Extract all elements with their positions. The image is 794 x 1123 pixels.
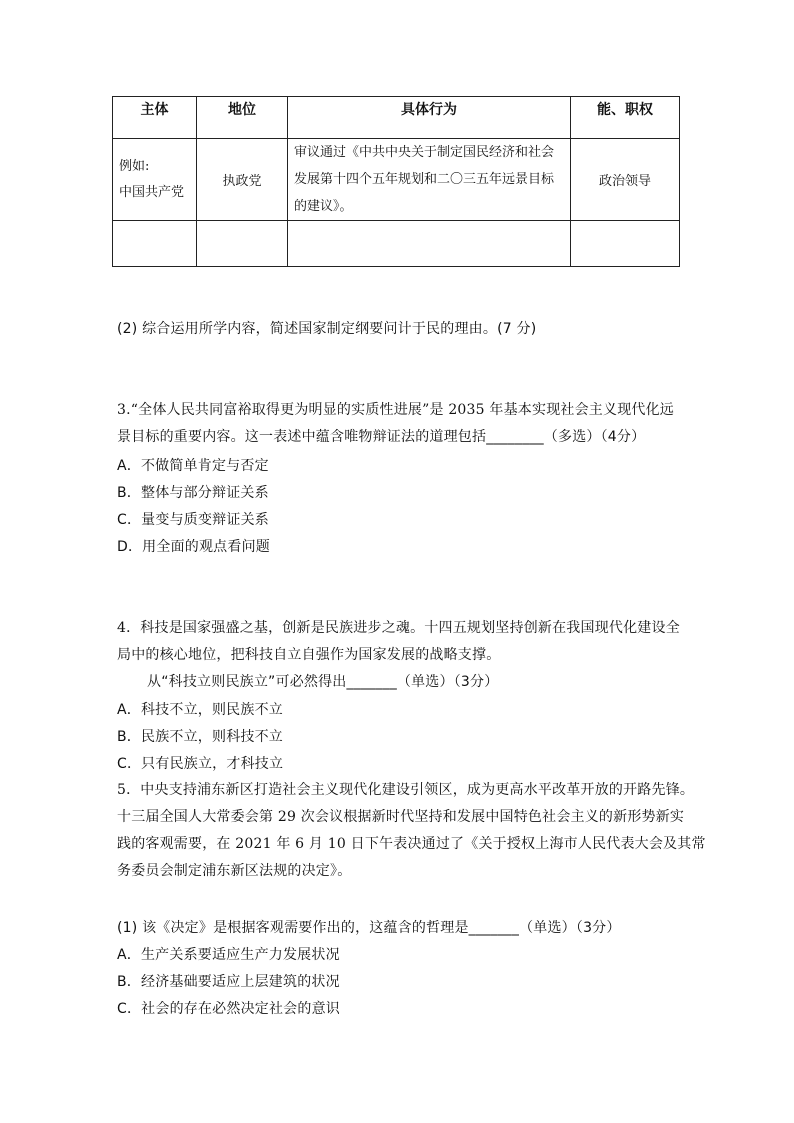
- q5-stem-line4: 务委员会制定浦东新区法规的决定》。: [117, 863, 352, 879]
- q4-option-a: A．科技不立，则民族不立: [117, 702, 283, 718]
- q4-option-b: B．民族不立，则科技不立: [117, 729, 284, 745]
- q5-stem-line3: 践的客观需要，在 2021 年 6 月 10 日下午表决通过了《关于授权上海市人民代表大会及其常: [117, 836, 706, 852]
- cell-behavior: 审议通过《中共中央关于制定国民经济和社会发展第十四个五年规划和二〇三五年远景目标的建议》。: [288, 139, 571, 221]
- cell-status: 执政党: [197, 139, 288, 221]
- cell-subject: [113, 139, 197, 221]
- table-row-empty: [113, 221, 680, 267]
- empty-cell[interactable]: [288, 221, 571, 267]
- q3-stem-line1: 3.“全体人民共同富裕取得更为明显的实质性进展”是 2035 年基本实现社会主义现代化远: [117, 402, 674, 418]
- q4-stem-line2: 局中的核心地位，把科技自立自强作为国家发展的战略支撑。: [117, 647, 501, 663]
- q3-stem-line2: 景目标的重要内容。这一表述中蕴含唯物辩证法的道理包括________（多选）（4分）: [117, 429, 646, 445]
- header-subject: 主体: [113, 97, 197, 139]
- subject-line1: 例如:: [119, 158, 150, 174]
- q5-stem-line1: 5．中央支持浦东新区打造社会主义现代化建设引领区，成为更高水平改革开放的开路先锋。: [117, 782, 695, 798]
- table-header-row: [113, 97, 680, 139]
- q5-option-c: C．社会的存在必然决定社会的意识: [117, 1001, 340, 1017]
- subject-line2: 中国共产党: [119, 184, 185, 200]
- header-behavior: 具体行为: [288, 97, 571, 139]
- roles-table: [112, 96, 680, 267]
- table-row: [113, 139, 680, 221]
- q3-option-d: D．用全面的观点看问题: [117, 539, 270, 555]
- q5-stem-line2: 十三届全国人大常委会第 29 次会议根据新时代坚持和发展中国特色社会主义的新形势新实: [117, 809, 685, 825]
- q3-option-c: C．量变与质变辩证关系: [117, 512, 269, 528]
- cell-power: 政治领导: [571, 139, 680, 221]
- empty-cell[interactable]: [113, 221, 197, 267]
- empty-cell[interactable]: [197, 221, 288, 267]
- q5-sub-question-1: (1) 该《决定》是根据客观需要作出的，这蕴含的哲理是_______（单选）（3分）: [117, 920, 621, 936]
- q5-option-b: B．经济基础要适应上层建筑的状况: [117, 974, 340, 990]
- header-status: 地位: [197, 97, 288, 139]
- q5-option-a: A．生产关系要适应生产力发展状况: [117, 947, 340, 963]
- header-power: 能、职权: [571, 97, 680, 139]
- q4-option-c: C．只有民族立，才科技立: [117, 756, 284, 772]
- q4-stem-line1: 4．科技是国家强盛之基，创新是民族进步之魂。十四五规划坚持创新在我国现代化建设全: [117, 620, 680, 636]
- empty-cell[interactable]: [571, 221, 680, 267]
- q3-option-b: B．整体与部分辩证关系: [117, 485, 269, 501]
- question-2-part-2: (2) 综合运用所学内容，简述国家制定纲要问计于民的理由。(7 分): [117, 321, 537, 337]
- q4-stem-line3: 从“科技立则民族立”可必然得出_______（单选）（3分）: [147, 674, 499, 690]
- q3-option-a: A．不做简单肯定与否定: [117, 458, 269, 474]
